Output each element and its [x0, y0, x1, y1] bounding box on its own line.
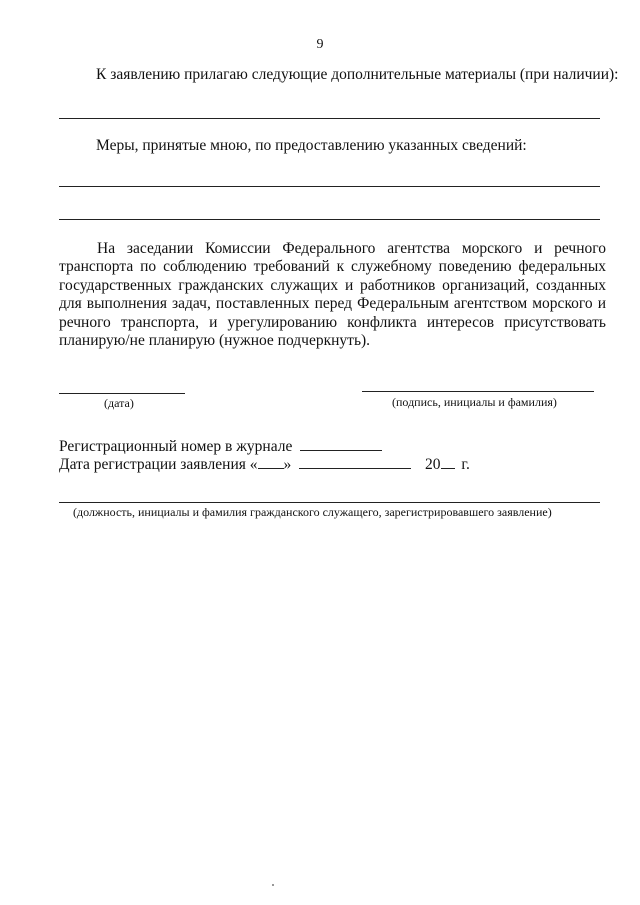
measures-text: Меры, принятые мною, по предоставлению указанных сведений: — [96, 137, 527, 154]
registrar-line — [59, 502, 600, 503]
registration-number-row — [59, 438, 382, 456]
page-number: 9 — [316, 37, 324, 52]
attachments-text: К заявлению прилагаю следующие дополнительные материалы (при наличии): — [96, 66, 619, 83]
signature-line — [362, 391, 594, 392]
scan-speck — [272, 884, 274, 886]
registrar-caption: (должность, инициалы и фамилия гражданского служащего, зарегистрировавшего заявление) — [73, 505, 552, 519]
signature-caption: (подпись, инициалы и фамилия) — [392, 395, 557, 409]
measures-blank-line-1 — [59, 186, 600, 187]
measures-blank-line-2 — [59, 219, 600, 220]
registration-month-blank — [299, 456, 411, 469]
registration-date-close-quote: » — [283, 456, 292, 473]
date-caption: (дата) — [104, 396, 134, 410]
commission-paragraph: На заседании Комиссии Федерального агентства морского и речного транспорта по соблюдению требований к служебному поведению федеральных государственных гражданских служащих и работников организаций, созданных для выполнения задач, поставленных перед Федеральным агентством морского и речного транспорта, и урегулированию конфликта интересов присутствовать планирую/не планирую (нужное подчеркнуть). — [59, 240, 606, 350]
registration-date-row — [59, 456, 470, 474]
registration-number-blank — [300, 438, 382, 451]
registration-number-label: Регистрационный номер в журнале — [59, 438, 293, 455]
registration-date-label: Дата регистрации заявления « — [59, 456, 258, 473]
registration-day-blank — [258, 456, 284, 469]
registration-year-prefix: 20 — [425, 456, 441, 473]
registration-year-suffix: г. — [461, 456, 470, 473]
registration-year-blank — [441, 456, 455, 469]
attachments-blank-line — [59, 118, 600, 119]
date-line — [59, 393, 185, 394]
